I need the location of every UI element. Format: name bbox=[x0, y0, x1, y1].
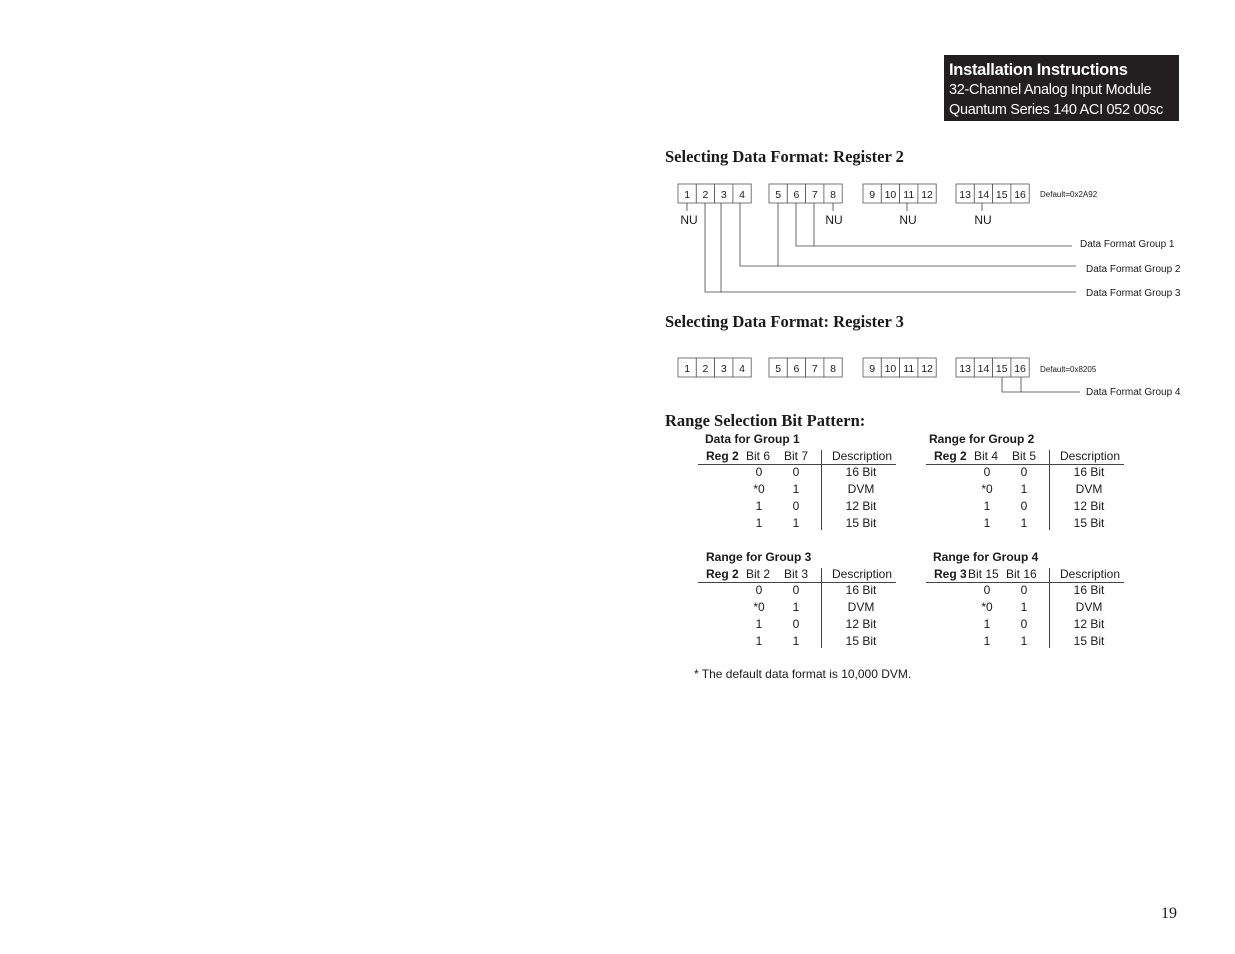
bit-a-value: 0 bbox=[755, 465, 763, 479]
bit-a-value: *0 bbox=[981, 600, 993, 614]
description-header: Description bbox=[1060, 449, 1121, 463]
bit-b-header: Bit 16 bbox=[1006, 567, 1037, 581]
nu-label-2: NU bbox=[825, 213, 843, 227]
description-value: DVM bbox=[1075, 482, 1103, 496]
bit-number: 15 bbox=[995, 363, 1008, 375]
bit-number: 11 bbox=[903, 189, 915, 201]
register2-bit-boxes bbox=[678, 184, 1029, 203]
bit-a-value: 1 bbox=[755, 617, 763, 631]
description-value: 12 Bit bbox=[845, 617, 877, 631]
bit-number: 16 bbox=[1014, 189, 1026, 201]
bit-a-value: 1 bbox=[755, 516, 763, 530]
bit-a-value: 0 bbox=[983, 465, 991, 479]
reg-header: Reg 2 bbox=[706, 567, 739, 581]
nu-label-4: NU bbox=[974, 213, 992, 227]
bit-number: 3 bbox=[720, 189, 727, 201]
description-value: 15 Bit bbox=[1073, 516, 1105, 530]
bit-number: 1 bbox=[684, 189, 691, 201]
bit-b-value: 0 bbox=[1020, 583, 1028, 597]
description-header: Description bbox=[832, 449, 893, 463]
bit-b-header: Bit 5 bbox=[1012, 449, 1037, 463]
bit-number: 6 bbox=[793, 363, 800, 375]
description-header: Description bbox=[832, 567, 893, 581]
bit-number: 8 bbox=[830, 189, 836, 201]
bit-number: 12 bbox=[921, 363, 933, 375]
bit-b-value: 1 bbox=[792, 516, 800, 530]
bit-a-header: Bit 2 bbox=[746, 567, 771, 581]
register2-connectors bbox=[705, 203, 1076, 292]
bit-b-value: 1 bbox=[1020, 600, 1028, 614]
table-title: Range for Group 3 bbox=[706, 550, 812, 564]
bit-a-value: *0 bbox=[753, 482, 765, 496]
description-value: DVM bbox=[1075, 600, 1103, 614]
table-title: Range for Group 4 bbox=[933, 550, 1039, 564]
bit-number: 4 bbox=[739, 189, 745, 201]
column-divider bbox=[1049, 450, 1050, 530]
description-value: 16 Bit bbox=[1073, 465, 1105, 479]
bit-b-value: 1 bbox=[1020, 482, 1028, 496]
bit-b-header: Bit 3 bbox=[784, 567, 809, 581]
bit-number: 6 bbox=[793, 189, 800, 201]
bit-a-value: 1 bbox=[983, 617, 991, 631]
register3-title: Selecting Data Format: Register 3 bbox=[665, 312, 904, 331]
bit-number: 1 bbox=[684, 363, 691, 375]
bit-number: 14 bbox=[977, 363, 990, 375]
nu-labels bbox=[687, 203, 982, 211]
bit-a-header: Bit 15 bbox=[968, 567, 999, 581]
bit-number: 10 bbox=[884, 363, 897, 375]
description-value: 16 Bit bbox=[845, 583, 877, 597]
bit-b-header: Bit 7 bbox=[784, 449, 809, 463]
description-value: 16 Bit bbox=[1073, 583, 1105, 597]
description-value: DVM bbox=[847, 600, 875, 614]
bit-number: 9 bbox=[869, 363, 876, 375]
bit-number: 7 bbox=[811, 189, 818, 201]
bit-number: 5 bbox=[775, 363, 782, 375]
bit-number: 12 bbox=[921, 189, 933, 201]
bit-number: 7 bbox=[811, 363, 818, 375]
bit-b-value: 0 bbox=[1020, 465, 1028, 479]
column-divider bbox=[821, 568, 822, 648]
bit-b-value: 1 bbox=[792, 482, 800, 496]
bit-a-header: Bit 6 bbox=[746, 449, 771, 463]
bit-b-value: 0 bbox=[792, 583, 800, 597]
table-title: Range for Group 2 bbox=[929, 432, 1035, 446]
bit-a-value: *0 bbox=[753, 600, 765, 614]
bit-b-value: 0 bbox=[1020, 499, 1028, 513]
bit-b-value: 0 bbox=[792, 499, 800, 513]
footnote: * The default data format is 10,000 DVM. bbox=[694, 667, 912, 681]
bit-number: 11 bbox=[903, 363, 915, 375]
description-header: Description bbox=[1060, 567, 1121, 581]
description-value: 12 Bit bbox=[1073, 499, 1105, 513]
table-title: Data for Group 1 bbox=[705, 432, 800, 446]
nu-label-1: NU bbox=[680, 213, 698, 227]
bit-a-value: 1 bbox=[983, 516, 991, 530]
description-value: 12 Bit bbox=[845, 499, 877, 513]
series-name: Quantum Series 140 ACI 052 00sc bbox=[949, 102, 1163, 118]
bit-a-value: *0 bbox=[981, 482, 993, 496]
bit-a-value: 1 bbox=[983, 634, 991, 648]
bit-a-header: Bit 4 bbox=[974, 449, 999, 463]
bit-b-value: 0 bbox=[1020, 617, 1028, 631]
register3-connectors bbox=[1002, 377, 1080, 392]
reg-header: Reg 3 bbox=[934, 567, 967, 581]
group4-label: Data Format Group 4 bbox=[1086, 387, 1181, 398]
register2-default: Default=0x2A92 bbox=[1040, 190, 1098, 199]
bit-number: 13 bbox=[959, 189, 971, 201]
bit-b-value: 1 bbox=[792, 600, 800, 614]
bit-a-value: 1 bbox=[755, 634, 763, 648]
bit-number: 10 bbox=[884, 189, 897, 201]
bit-a-value: 0 bbox=[983, 583, 991, 597]
bit-number: 2 bbox=[702, 189, 709, 201]
group3-label: Data Format Group 3 bbox=[1086, 288, 1181, 299]
document-title: Installation Instructions bbox=[949, 61, 1128, 79]
register2-title: Selecting Data Format: Register 2 bbox=[665, 147, 904, 166]
bit-number: 8 bbox=[830, 363, 836, 375]
register3-bit-boxes bbox=[678, 358, 1029, 377]
range-title: Range Selection Bit Pattern: bbox=[665, 411, 866, 430]
description-value: 16 Bit bbox=[845, 465, 877, 479]
bit-b-value: 0 bbox=[792, 465, 800, 479]
description-value: 12 Bit bbox=[1073, 617, 1105, 631]
bit-b-value: 1 bbox=[1020, 634, 1028, 648]
bit-b-value: 1 bbox=[1020, 516, 1028, 530]
bit-a-value: 1 bbox=[983, 499, 991, 513]
page-number: 19 bbox=[1161, 905, 1177, 922]
module-name: 32-Channel Analog Input Module bbox=[949, 82, 1152, 98]
description-value: 15 Bit bbox=[1073, 634, 1105, 648]
register3-default: Default=0x8205 bbox=[1040, 365, 1097, 374]
column-divider bbox=[821, 450, 822, 530]
description-value: DVM bbox=[847, 482, 875, 496]
bit-number: 5 bbox=[775, 189, 782, 201]
bit-b-value: 0 bbox=[792, 617, 800, 631]
description-value: 15 Bit bbox=[845, 516, 877, 530]
bit-number: 16 bbox=[1014, 363, 1026, 375]
bit-number: 15 bbox=[995, 189, 1008, 201]
bit-number: 2 bbox=[702, 363, 709, 375]
reg-header: Reg 2 bbox=[706, 449, 739, 463]
bit-number: 9 bbox=[869, 189, 876, 201]
column-divider bbox=[1049, 568, 1050, 648]
group2-label: Data Format Group 2 bbox=[1086, 264, 1181, 275]
reg-header: Reg 2 bbox=[934, 449, 967, 463]
bit-number: 3 bbox=[720, 363, 727, 375]
nu-label-3: NU bbox=[899, 213, 917, 227]
group1-label: Data Format Group 1 bbox=[1080, 239, 1175, 250]
bit-a-value: 1 bbox=[755, 499, 763, 513]
bit-b-value: 1 bbox=[792, 634, 800, 648]
bit-number: 14 bbox=[977, 189, 990, 201]
bit-number: 4 bbox=[739, 363, 745, 375]
bit-number: 13 bbox=[959, 363, 971, 375]
description-value: 15 Bit bbox=[845, 634, 877, 648]
bit-a-value: 0 bbox=[755, 583, 763, 597]
